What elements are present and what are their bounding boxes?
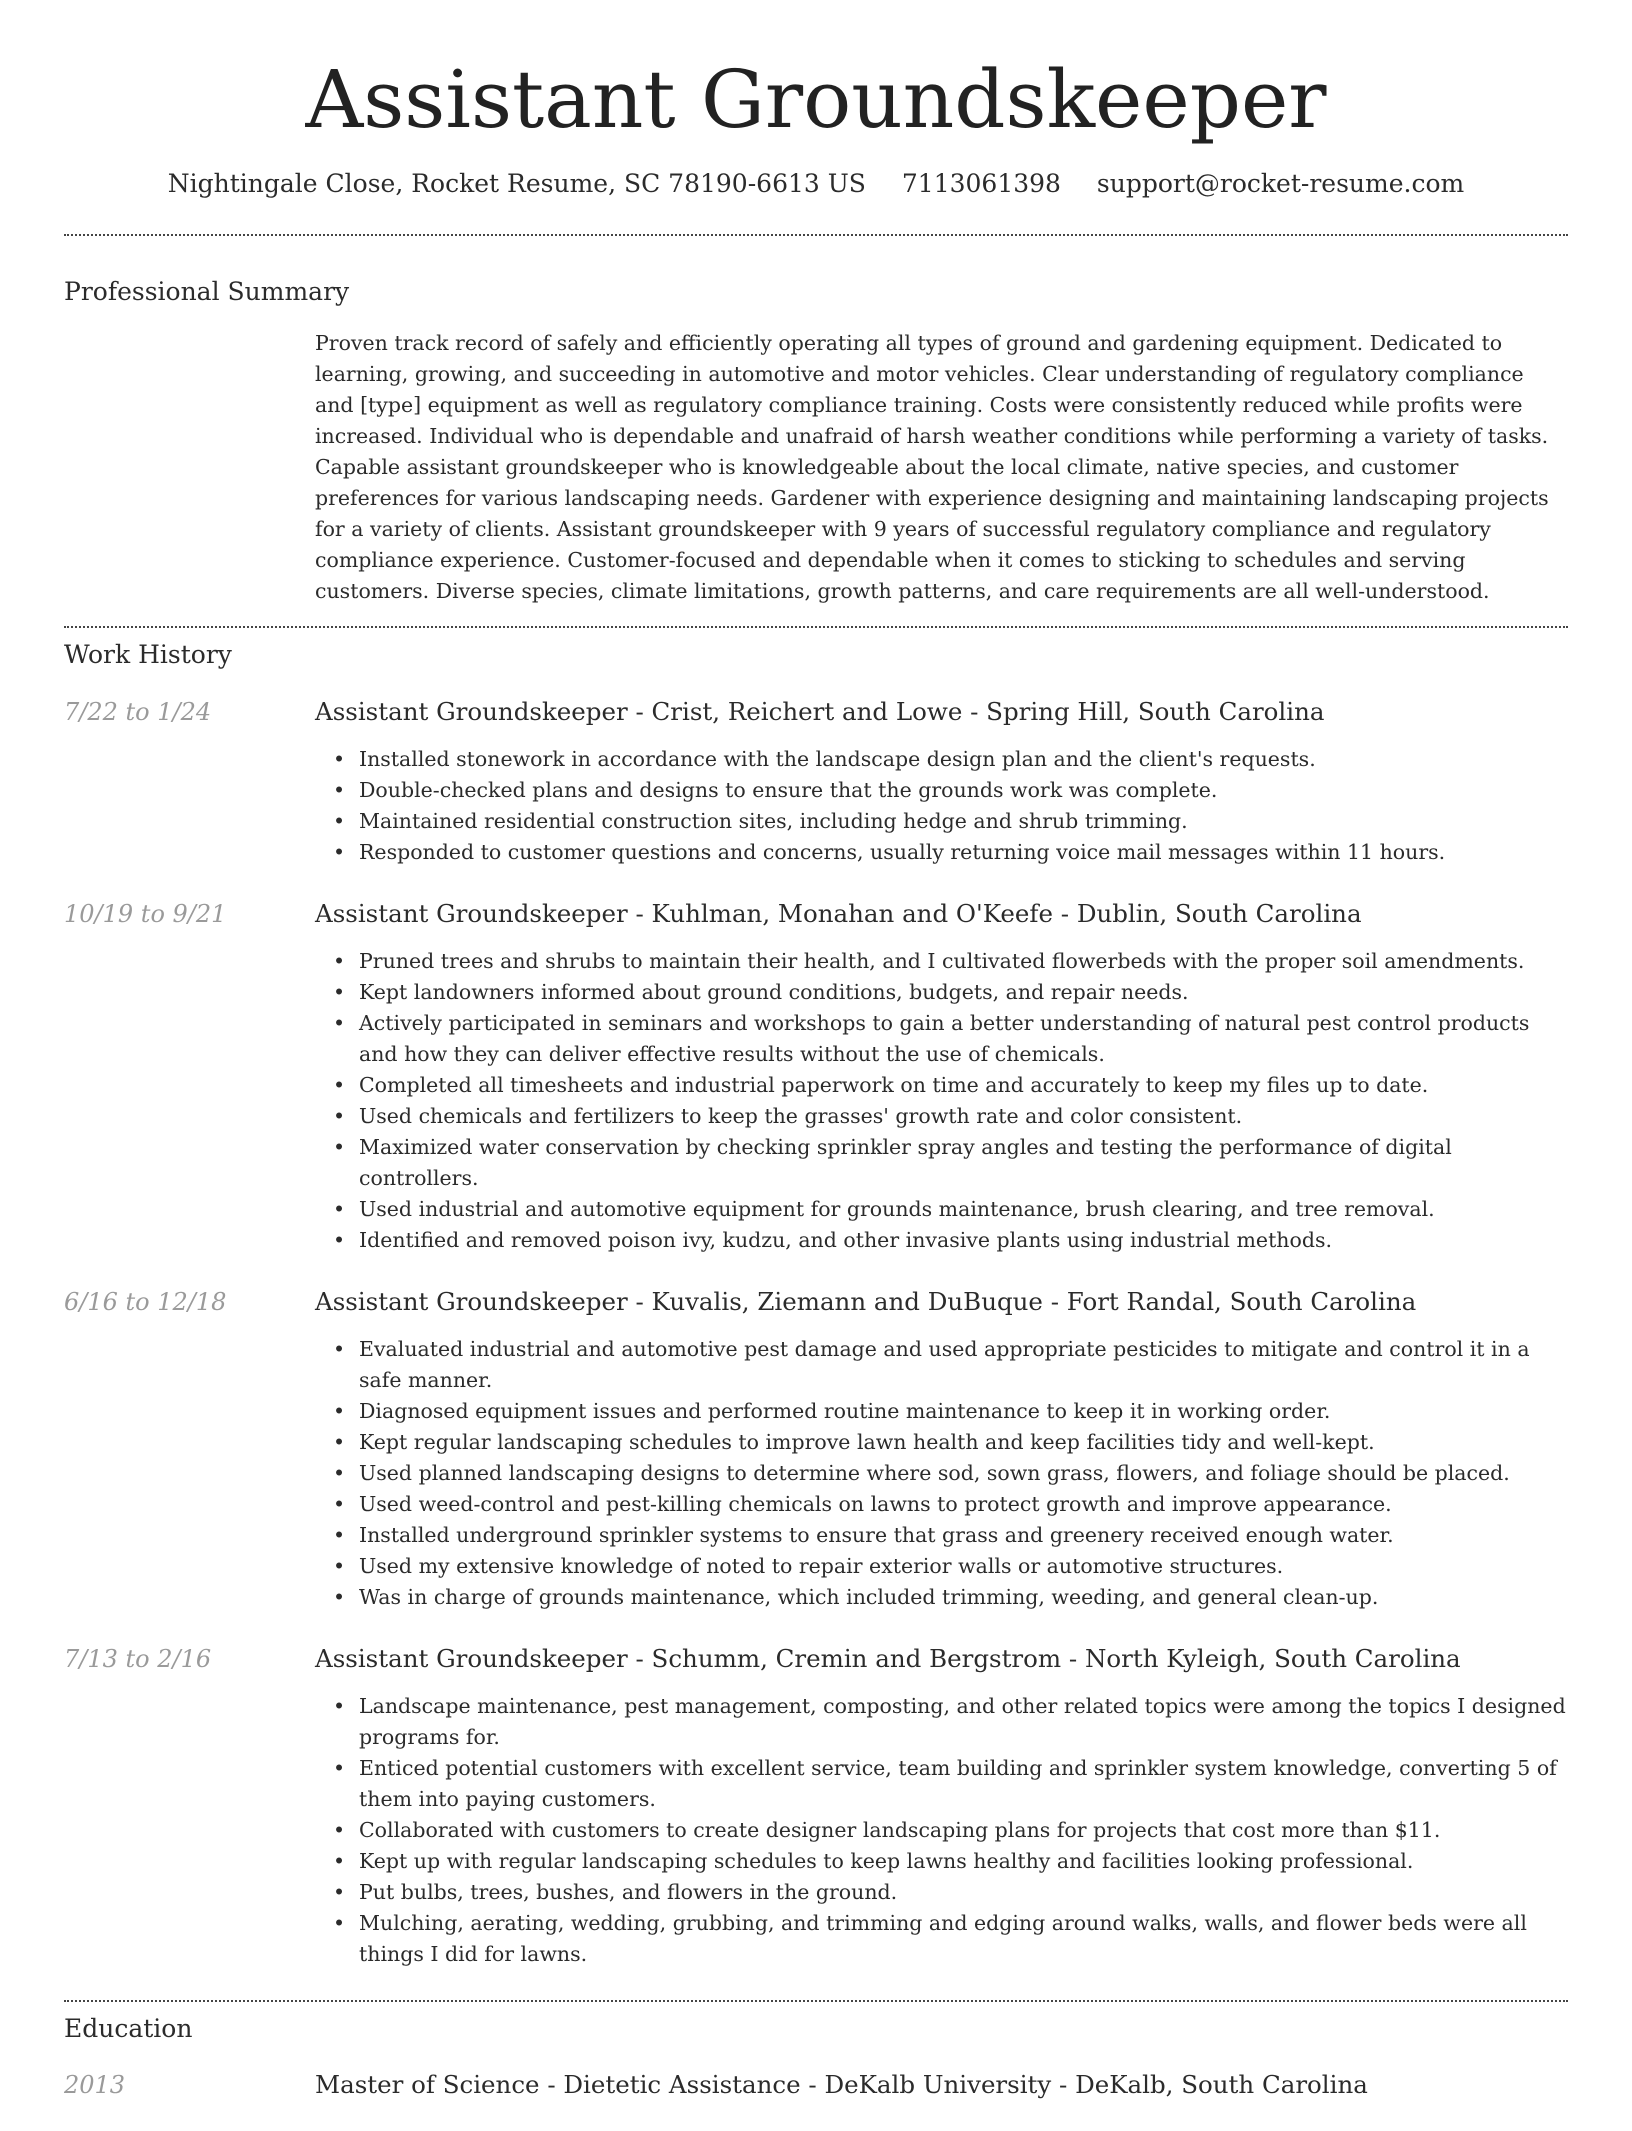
bullet-icon: • [333,1135,346,1159]
bullet-icon: • [333,1911,346,1935]
bullet-icon: • [333,980,346,1004]
education-title: Master of Science - Dietetic Assistance - DeKalb University - DeKalb, South Carolina [315,2070,1368,2099]
job-bullet-list [315,1691,1568,1970]
section-divider [64,2000,1568,2002]
job-bullet [333,1489,1568,1520]
job-bullet [333,1582,1568,1613]
bullet-icon: • [333,840,346,864]
job-bullet-text: Put bulbs, trees, bushes, and flowers in the ground. [359,1880,898,1904]
bullet-icon: • [333,1492,346,1516]
contact-email: support@rocket-resume.com [1096,169,1465,198]
summary-text: Proven track record of safely and efficiently operating all types of ground and gardening equipment. Dedicated to learning, growing, and succeeding in automotive and motor vehicles. Clear understanding of regulatory compliance and [type] equipment as well as regulatory compliance training. Costs were consistently reduced while profits were increased. Individual who is dependable and unafraid of harsh weather conditions while performing a variety of tasks. Capable assistant groundskeeper who is knowledgeable about the local climate, native species, and customer preferences for various landscaping needs. Gardener with experience designing and maintaining landscaping projects for a variety of clients. Assistant groundskeeper with 9 years of successful regulatory compliance and regulatory compliance experience. Customer-focused and dependable when it comes to sticking to schedules and serving customers. Diverse species, climate limitations, growth patterns, and care requirements are all well-understood. [315,331,1549,603]
job-bullet-text: Diagnosed equipment issues and performed routine maintenance to keep it in working order. [359,1399,1331,1423]
job-bullet-text: Used weed-control and pest-killing chemicals on lawns to protect growth and improve appearance. [359,1492,1392,1516]
resume-title: Assistant Groundskeeper [305,53,1327,146]
job-bullet [333,1101,1568,1132]
job-title: Assistant Groundskeeper - Schumm, Cremin and Bergstrom - North Kyleigh, South Carolina [315,1644,1461,1673]
bullet-icon: • [333,1399,346,1423]
job-bullet [333,744,1568,775]
job-bullet-text: Enticed potential customers with excellent service, team building and sprinkler system knowledge, converting 5 of them into paying customers. [359,1756,1557,1811]
job-bullet [333,1008,1568,1070]
job-title: Assistant Groundskeeper - Crist, Reichert and Lowe - Spring Hill, South Carolina [315,697,1325,726]
job-bullet [333,806,1568,837]
job-entry [64,1286,1568,1613]
resume-page [64,0,1568,2131]
job-bullet-text: Used chemicals and fertilizers to keep the grasses' growth rate and color consistent. [359,1104,1243,1128]
job-bullet [333,775,1568,806]
job-dates: 6/16 to 12/18 [64,1288,227,1316]
job-bullet [333,1908,1568,1970]
job-bullet [333,1225,1568,1256]
bullet-icon: • [333,1011,346,1035]
bullet-icon: • [333,1585,346,1609]
bullet-icon: • [333,1073,346,1097]
job-bullet [333,837,1568,868]
bullet-icon: • [333,1337,346,1361]
job-bullet [333,977,1568,1008]
work-history-list [64,696,1568,1970]
job-bullet-text: Installed underground sprinkler systems to ensure that grass and greenery received enough water. [359,1523,1394,1547]
job-bullet [333,1551,1568,1582]
job-bullet-text: Collaborated with customers to create designer landscaping plans for projects that cost more than $11. [359,1818,1441,1842]
job-dates: 7/13 to 2/16 [64,1645,212,1673]
contact-address: Nightingale Close, Rocket Resume, SC 78190-6613 US [167,169,866,198]
job-bullet [333,1753,1568,1815]
bullet-icon: • [333,1430,346,1454]
section-heading-summary: Professional Summary [64,277,350,306]
bullet-icon: • [333,1849,346,1873]
job-bullet [333,1396,1568,1427]
job-bullet [333,1691,1568,1753]
bullet-icon: • [333,747,346,771]
section-divider [64,626,1568,628]
bullet-icon: • [333,1461,346,1485]
job-bullet-text: Was in charge of grounds maintenance, which included trimming, weeding, and general clean-up. [359,1585,1379,1609]
job-bullet-text: Actively participated in seminars and workshops to gain a better understanding of natural pest control products and how they can deliver effective results without the use of chemicals. [359,1011,1530,1066]
job-bullet-text: Kept landowners informed about ground conditions, budgets, and repair needs. [359,980,1189,1004]
bullet-icon: • [333,1818,346,1842]
job-entry [64,1643,1568,1970]
bullet-icon: • [333,1104,346,1128]
job-bullet-text: Used my extensive knowledge of noted to repair exterior walls or automotive structures. [359,1554,1284,1578]
bullet-icon: • [333,778,346,802]
education-year: 2013 [64,2071,126,2099]
section-heading-work-history: Work History [64,640,232,669]
bullet-icon: • [333,1880,346,1904]
job-dates: 10/19 to 9/21 [64,900,227,928]
bullet-icon: • [333,1694,346,1718]
job-entry [64,898,1568,1256]
job-bullet-text: Identified and removed poison ivy, kudzu, and other invasive plants using industrial methods. [359,1228,1333,1252]
job-bullet-text: Maximized water conservation by checking sprinkler spray angles and testing the performance of digital controllers. [359,1135,1452,1190]
job-bullet-text: Kept up with regular landscaping schedules to keep lawns healthy and facilities looking professional. [359,1849,1414,1873]
bullet-icon: • [333,1756,346,1780]
job-title: Assistant Groundskeeper - Kuvalis, Ziemann and DuBuque - Fort Randal, South Carolina [315,1287,1417,1316]
job-dates: 7/22 to 1/24 [64,698,212,726]
contact-line [64,168,1568,200]
bullet-icon: • [333,1228,346,1252]
education-entry [64,2069,1568,2101]
bullet-icon: • [333,1197,346,1221]
job-bullet-text: Pruned trees and shrubs to maintain their health, and I cultivated flowerbeds with the proper soil amendments. [359,949,1525,973]
bullet-icon: • [333,949,346,973]
job-bullet-text: Landscape maintenance, pest management, composting, and other related topics were among the topics I designed programs for. [359,1694,1566,1749]
job-bullet [333,1458,1568,1489]
job-bullet-text: Responded to customer questions and concerns, usually returning voice mail messages within 11 hours. [359,840,1446,864]
job-bullet-list [315,946,1568,1256]
job-bullet-text: Completed all timesheets and industrial paperwork on time and accurately to keep my files up to date. [359,1073,1429,1097]
section-divider [64,234,1568,236]
job-bullet-text: Mulching, aerating, wedding, grubbing, and trimming and edging around walks, walls, and flower beds were all things I did for lawns. [359,1911,1527,1966]
job-bullet [333,1194,1568,1225]
bullet-icon: • [333,809,346,833]
education-list [64,2069,1568,2101]
job-bullet-text: Evaluated industrial and automotive pest damage and used appropriate pesticides to mitigate and control it in a safe manner. [359,1337,1530,1392]
bullet-icon: • [333,1523,346,1547]
job-bullet-text: Double-checked plans and designs to ensure that the grounds work was complete. [359,778,1218,802]
job-title: Assistant Groundskeeper - Kuhlman, Monahan and O'Keefe - Dublin, South Carolina [315,899,1362,928]
job-bullet [333,946,1568,977]
job-bullet [333,1132,1568,1194]
job-entry [64,696,1568,868]
section-heading-education: Education [64,2014,193,2043]
job-bullet [333,1070,1568,1101]
job-bullet [333,1815,1568,1846]
job-bullet-list [315,1334,1568,1613]
job-bullet-text: Maintained residential construction sites, including hedge and shrub trimming. [359,809,1188,833]
job-bullet-text: Installed stonework in accordance with the landscape design plan and the client's requests. [359,747,1316,771]
job-bullet-text: Used industrial and automotive equipment for grounds maintenance, brush clearing, and tree removal. [359,1197,1435,1221]
job-bullet [333,1877,1568,1908]
job-bullet [333,1846,1568,1877]
job-bullet [333,1427,1568,1458]
job-bullet-text: Used planned landscaping designs to determine where sod, sown grass, flowers, and foliage should be placed. [359,1461,1510,1485]
bullet-icon: • [333,1554,346,1578]
contact-phone: 7113061398 [901,169,1061,198]
job-bullet-list [315,744,1568,868]
job-bullet [333,1334,1568,1396]
job-bullet [333,1520,1568,1551]
job-bullet-text: Kept regular landscaping schedules to improve lawn health and keep facilities tidy and well-kept. [359,1430,1375,1454]
